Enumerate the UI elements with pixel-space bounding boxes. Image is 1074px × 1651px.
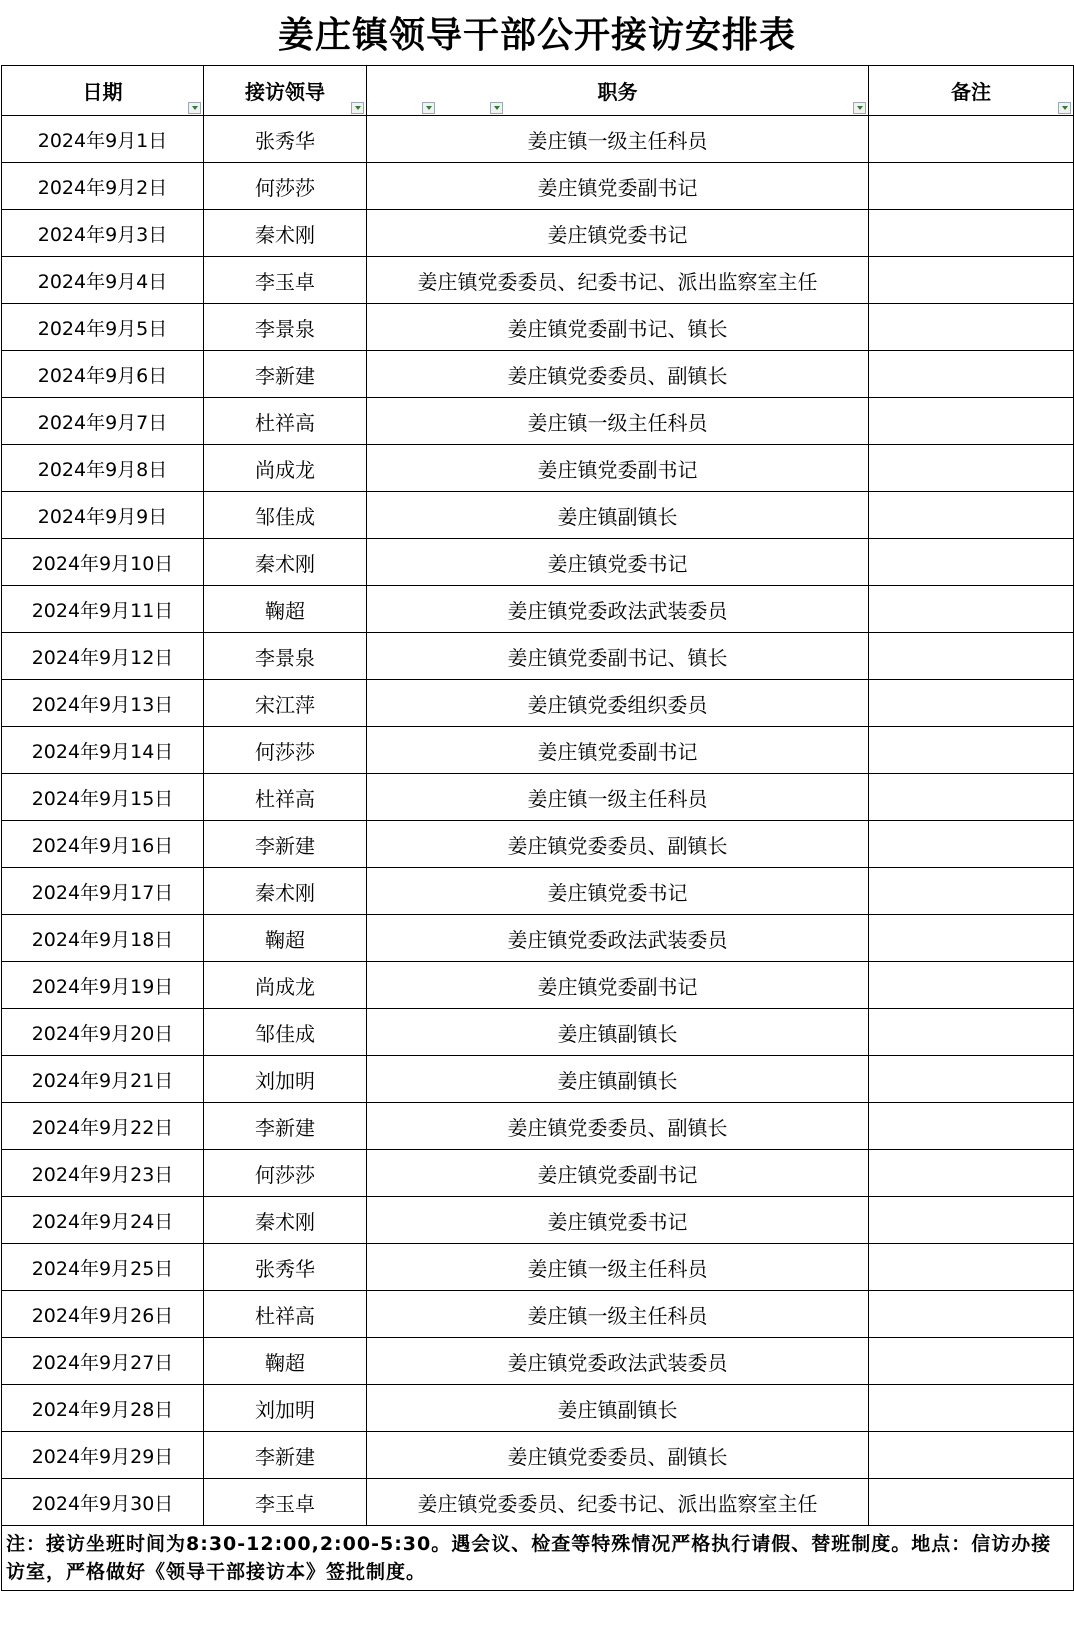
- date-cell[interactable]: 2024年9月29日: [2, 1432, 204, 1479]
- remark-cell[interactable]: [869, 1150, 1074, 1197]
- position-cell[interactable]: 姜庄镇一级主任科员: [367, 398, 869, 445]
- remark-cell[interactable]: [869, 1056, 1074, 1103]
- filter-dropdown-position-icon[interactable]: [853, 102, 866, 114]
- position-cell[interactable]: 姜庄镇党委委员、纪委书记、派出监察室主任: [367, 257, 869, 304]
- date-cell[interactable]: 2024年9月3日: [2, 210, 204, 257]
- remark-cell[interactable]: [869, 774, 1074, 821]
- remark-cell[interactable]: [869, 210, 1074, 257]
- date-cell[interactable]: 2024年9月13日: [2, 680, 204, 727]
- date-cell[interactable]: 2024年9月21日: [2, 1056, 204, 1103]
- table-row: [2, 821, 1074, 868]
- leader-cell[interactable]: 刘加明: [204, 1385, 367, 1432]
- date-cell[interactable]: 2024年9月6日: [2, 351, 204, 398]
- remark-cell[interactable]: [869, 1103, 1074, 1150]
- remark-cell[interactable]: [869, 821, 1074, 868]
- remark-cell[interactable]: [869, 163, 1074, 210]
- remark-cell[interactable]: [869, 445, 1074, 492]
- leader-cell[interactable]: 何莎莎: [204, 163, 367, 210]
- date-cell[interactable]: 2024年9月4日: [2, 257, 204, 304]
- leader-cell[interactable]: 李新建: [204, 821, 367, 868]
- schedule-table: [1, 65, 1074, 1591]
- date-cell[interactable]: 2024年9月18日: [2, 915, 204, 962]
- table-row: [2, 1197, 1074, 1244]
- remark-cell[interactable]: [869, 116, 1074, 163]
- table-row: [2, 257, 1074, 304]
- table-row: [2, 1479, 1074, 1526]
- remark-cell[interactable]: [869, 539, 1074, 586]
- position-cell[interactable]: 姜庄镇党委委员、副镇长: [367, 821, 869, 868]
- table-row: [2, 1103, 1074, 1150]
- position-cell[interactable]: 姜庄镇党委委员、副镇长: [367, 1432, 869, 1479]
- remark-cell[interactable]: [869, 1244, 1074, 1291]
- header-remark-label: 备注: [951, 80, 991, 104]
- leader-cell[interactable]: 李景泉: [204, 633, 367, 680]
- position-cell[interactable]: 姜庄镇党委委员、副镇长: [367, 1103, 869, 1150]
- remark-cell[interactable]: [869, 962, 1074, 1009]
- remark-cell[interactable]: [869, 1432, 1074, 1479]
- leader-cell[interactable]: 何莎莎: [204, 1150, 367, 1197]
- position-cell[interactable]: 姜庄镇党委副书记: [367, 727, 869, 774]
- filter-dropdown-leader-icon[interactable]: [351, 102, 364, 114]
- leader-cell[interactable]: 杜祥高: [204, 774, 367, 821]
- page-title: 姜庄镇领导干部公开接访安排表: [277, 14, 796, 56]
- footnote: 注：接访坐班时间为8:30-12:00,2:00-5:30。遇会议、检查等特殊情况严格执行请假、替班制度。地点：信访办接访室，严格做好《领导干部接访本》签批制度。: [2, 1526, 1074, 1591]
- leader-cell[interactable]: 李玉卓: [204, 257, 367, 304]
- leader-cell[interactable]: 宋江萍: [204, 680, 367, 727]
- position-cell[interactable]: 姜庄镇一级主任科员: [367, 116, 869, 163]
- remark-cell[interactable]: [869, 633, 1074, 680]
- date-cell[interactable]: 2024年9月9日: [2, 492, 204, 539]
- header-date-label: 日期: [82, 80, 123, 104]
- table-row: [2, 116, 1074, 163]
- table-row: [2, 1385, 1074, 1432]
- header-position: [367, 66, 869, 116]
- header-date: [2, 66, 204, 116]
- position-cell[interactable]: 姜庄镇党委副书记: [367, 163, 869, 210]
- date-cell[interactable]: 2024年9月11日: [2, 586, 204, 633]
- header-position-label: 职务: [597, 80, 638, 104]
- table-row: [2, 1244, 1074, 1291]
- leader-cell[interactable]: 张秀华: [204, 116, 367, 163]
- filter-dropdown-position-left-icon[interactable]: [422, 102, 435, 114]
- table-row: [2, 210, 1074, 257]
- position-cell[interactable]: 姜庄镇党委委员、纪委书记、派出监察室主任: [367, 1479, 869, 1526]
- remark-cell[interactable]: [869, 868, 1074, 915]
- date-cell[interactable]: 2024年9月8日: [2, 445, 204, 492]
- date-cell[interactable]: 2024年9月10日: [2, 539, 204, 586]
- date-cell[interactable]: 2024年9月24日: [2, 1197, 204, 1244]
- remark-cell[interactable]: [869, 1291, 1074, 1338]
- position-cell[interactable]: 姜庄镇党委政法武装委员: [367, 1338, 869, 1385]
- remark-cell[interactable]: [869, 1338, 1074, 1385]
- position-cell[interactable]: 姜庄镇一级主任科员: [367, 1291, 869, 1338]
- remark-cell[interactable]: [869, 351, 1074, 398]
- leader-cell[interactable]: 秦术刚: [204, 1197, 367, 1244]
- leader-cell[interactable]: 李新建: [204, 1432, 367, 1479]
- leader-cell[interactable]: 杜祥高: [204, 398, 367, 445]
- date-cell[interactable]: 2024年9月25日: [2, 1244, 204, 1291]
- table-row: [2, 304, 1074, 351]
- remark-cell[interactable]: [869, 680, 1074, 727]
- leader-cell[interactable]: 尚成龙: [204, 962, 367, 1009]
- table-row: [2, 633, 1074, 680]
- position-cell[interactable]: 姜庄镇党委书记: [367, 210, 869, 257]
- date-cell[interactable]: 2024年9月26日: [2, 1291, 204, 1338]
- position-cell[interactable]: 姜庄镇党委副书记: [367, 1150, 869, 1197]
- table-row: [2, 492, 1074, 539]
- leader-cell[interactable]: 杜祥高: [204, 1291, 367, 1338]
- table-row: [2, 680, 1074, 727]
- position-cell[interactable]: 姜庄镇副镇长: [367, 492, 869, 539]
- leader-cell[interactable]: 秦术刚: [204, 868, 367, 915]
- table-row: [2, 727, 1074, 774]
- date-cell[interactable]: 2024年9月19日: [2, 962, 204, 1009]
- date-cell[interactable]: 2024年9月1日: [2, 116, 204, 163]
- table-row: [2, 962, 1074, 1009]
- table-row: [2, 1056, 1074, 1103]
- header-row: [2, 66, 1074, 116]
- leader-cell[interactable]: 鞠超: [204, 1338, 367, 1385]
- leader-cell[interactable]: 张秀华: [204, 1244, 367, 1291]
- remark-cell[interactable]: [869, 1385, 1074, 1432]
- date-cell[interactable]: 2024年9月27日: [2, 1338, 204, 1385]
- table-row: [2, 163, 1074, 210]
- position-cell[interactable]: 姜庄镇党委副书记、镇长: [367, 633, 869, 680]
- filter-dropdown-remark-icon[interactable]: [1058, 102, 1071, 114]
- position-cell[interactable]: 姜庄镇党委副书记、镇长: [367, 304, 869, 351]
- filter-dropdown-date-icon[interactable]: [188, 102, 201, 114]
- remark-cell[interactable]: [869, 257, 1074, 304]
- date-cell[interactable]: 2024年9月20日: [2, 1009, 204, 1056]
- table-row: [2, 868, 1074, 915]
- position-cell[interactable]: 姜庄镇党委副书记: [367, 445, 869, 492]
- footnote-row: [2, 1526, 1074, 1591]
- table-row: [2, 586, 1074, 633]
- leader-cell[interactable]: 秦术刚: [204, 539, 367, 586]
- remark-cell[interactable]: [869, 492, 1074, 539]
- position-cell[interactable]: 姜庄镇党委书记: [367, 868, 869, 915]
- leader-cell[interactable]: 刘加明: [204, 1056, 367, 1103]
- date-cell[interactable]: 2024年9月15日: [2, 774, 204, 821]
- table-row: [2, 1432, 1074, 1479]
- position-cell[interactable]: 姜庄镇党委委员、副镇长: [367, 351, 869, 398]
- date-cell[interactable]: 2024年9月16日: [2, 821, 204, 868]
- leader-cell[interactable]: 李玉卓: [204, 1479, 367, 1526]
- leader-cell[interactable]: 何莎莎: [204, 727, 367, 774]
- date-cell[interactable]: 2024年9月12日: [2, 633, 204, 680]
- remark-cell[interactable]: [869, 915, 1074, 962]
- leader-cell[interactable]: 李景泉: [204, 304, 367, 351]
- table-row: [2, 915, 1074, 962]
- position-cell[interactable]: 姜庄镇党委书记: [367, 1197, 869, 1244]
- date-cell[interactable]: 2024年9月28日: [2, 1385, 204, 1432]
- position-cell[interactable]: 姜庄镇副镇长: [367, 1009, 869, 1056]
- position-cell[interactable]: 姜庄镇党委书记: [367, 539, 869, 586]
- table-row: [2, 445, 1074, 492]
- leader-cell[interactable]: 秦术刚: [204, 210, 367, 257]
- date-cell[interactable]: 2024年9月14日: [2, 727, 204, 774]
- position-cell[interactable]: 姜庄镇一级主任科员: [367, 774, 869, 821]
- date-cell[interactable]: 2024年9月23日: [2, 1150, 204, 1197]
- header-leader: [204, 66, 367, 116]
- table-row: [2, 1150, 1074, 1197]
- remark-cell[interactable]: [869, 1479, 1074, 1526]
- remark-cell[interactable]: [869, 398, 1074, 445]
- date-cell[interactable]: 2024年9月5日: [2, 304, 204, 351]
- position-cell[interactable]: 姜庄镇党委副书记: [367, 962, 869, 1009]
- remark-cell[interactable]: [869, 1197, 1074, 1244]
- position-cell[interactable]: 姜庄镇党委政法武装委员: [367, 586, 869, 633]
- table-row: [2, 351, 1074, 398]
- position-cell[interactable]: 姜庄镇一级主任科员: [367, 1244, 869, 1291]
- table-row: [2, 1291, 1074, 1338]
- table-row: [2, 539, 1074, 586]
- date-cell[interactable]: 2024年9月22日: [2, 1103, 204, 1150]
- leader-cell[interactable]: 尚成龙: [204, 445, 367, 492]
- filter-dropdown-position-mid-icon[interactable]: [490, 102, 503, 114]
- table-row: [2, 1338, 1074, 1385]
- remark-cell[interactable]: [869, 586, 1074, 633]
- header-leader-label: 接访领导: [245, 80, 325, 104]
- position-cell[interactable]: 姜庄镇副镇长: [367, 1385, 869, 1432]
- table-row: [2, 1009, 1074, 1056]
- leader-cell[interactable]: 鞠超: [204, 915, 367, 962]
- remark-cell[interactable]: [869, 304, 1074, 351]
- remark-cell[interactable]: [869, 1009, 1074, 1056]
- date-cell[interactable]: 2024年9月17日: [2, 868, 204, 915]
- header-remark: [869, 66, 1074, 116]
- position-cell[interactable]: 姜庄镇副镇长: [367, 1056, 869, 1103]
- date-cell[interactable]: 2024年9月2日: [2, 163, 204, 210]
- schedule-rows: [2, 116, 1074, 1526]
- table-row: [2, 774, 1074, 821]
- leader-cell[interactable]: 鞠超: [204, 586, 367, 633]
- leader-cell[interactable]: 李新建: [204, 1103, 367, 1150]
- remark-cell[interactable]: [869, 727, 1074, 774]
- position-cell[interactable]: 姜庄镇党委政法武装委员: [367, 915, 869, 962]
- date-cell[interactable]: 2024年9月7日: [2, 398, 204, 445]
- leader-cell[interactable]: 邹佳成: [204, 492, 367, 539]
- table-row: [2, 398, 1074, 445]
- date-cell[interactable]: 2024年9月30日: [2, 1479, 204, 1526]
- leader-cell[interactable]: 李新建: [204, 351, 367, 398]
- leader-cell[interactable]: 邹佳成: [204, 1009, 367, 1056]
- position-cell[interactable]: 姜庄镇党委组织委员: [367, 680, 869, 727]
